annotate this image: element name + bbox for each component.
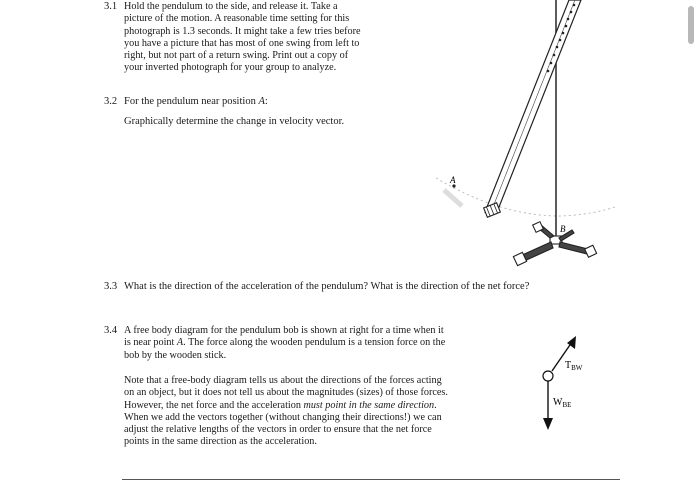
section-3-2-number: 3.2 <box>104 96 118 107</box>
section-3-2-instruction: Graphically determine the change in velocity vector. <box>124 116 345 127</box>
section-3-4-line: A free body diagram for the pendulum bob is shown at right for a time when it <box>124 325 444 336</box>
section-3-1-line: your inverted photograph for your group to analyze. <box>124 62 337 74</box>
section-3-1-line: right, but not part of a return swing. Print out a copy of <box>124 50 349 62</box>
section-3-3-question: What is the direction of the acceleration of the pendulum? What is the direction of the net force? <box>124 281 530 292</box>
section-3-1-line: picture of the motion. A reasonable time setting for this <box>124 13 350 25</box>
section-3-1-line: photograph is 1.3 seconds. It might take a few tries before <box>124 25 361 37</box>
note-line: Note that a free-body diagram tells us about the directions of the forces acting <box>124 375 442 386</box>
section-3-1-line: Hold the pendulum to the side, and release it. Take a <box>124 1 338 12</box>
position-a-ref: A <box>258 96 265 107</box>
point-b-label: B <box>560 224 566 234</box>
section-3-1-number: 3.1 <box>104 1 118 12</box>
section-3-3-number: 3.3 <box>104 281 118 292</box>
section-3-4-line: bob by the wooden stick. <box>124 349 227 361</box>
section-3-2-text: For the pendulum near position <box>124 96 259 107</box>
note-line: on an object, but it does not tell us about the magnitudes (sizes) of those forces. <box>124 387 448 399</box>
note-line: adjust the relative lengths of the vectors in order to ensure that the net force <box>124 424 432 436</box>
section-3-1-line: you have a picture that has most of one swing from left to <box>124 37 360 49</box>
section-3-4-line: is near point A. The force along the wooden pendulum is a tension force on the <box>124 337 446 349</box>
tension-label: $T_{BW}$ <box>565 360 583 372</box>
bottom-rule <box>122 479 620 480</box>
note-line: When we add the vectors together (without changing their directions!) we can <box>124 411 442 423</box>
note-line: points in the same direction as the acceleration. <box>124 436 317 448</box>
point-a-label: A <box>450 175 456 185</box>
note-line: However, the net force and the acceleration must point in the same direction. <box>124 399 437 411</box>
weight-label: $W_{BE}$ <box>553 397 572 409</box>
weight-arrowhead <box>543 418 553 430</box>
fbd-bob <box>543 371 553 381</box>
section-3-2-colon: : <box>264 96 268 107</box>
section-3-4-number: 3.4 <box>104 325 118 336</box>
